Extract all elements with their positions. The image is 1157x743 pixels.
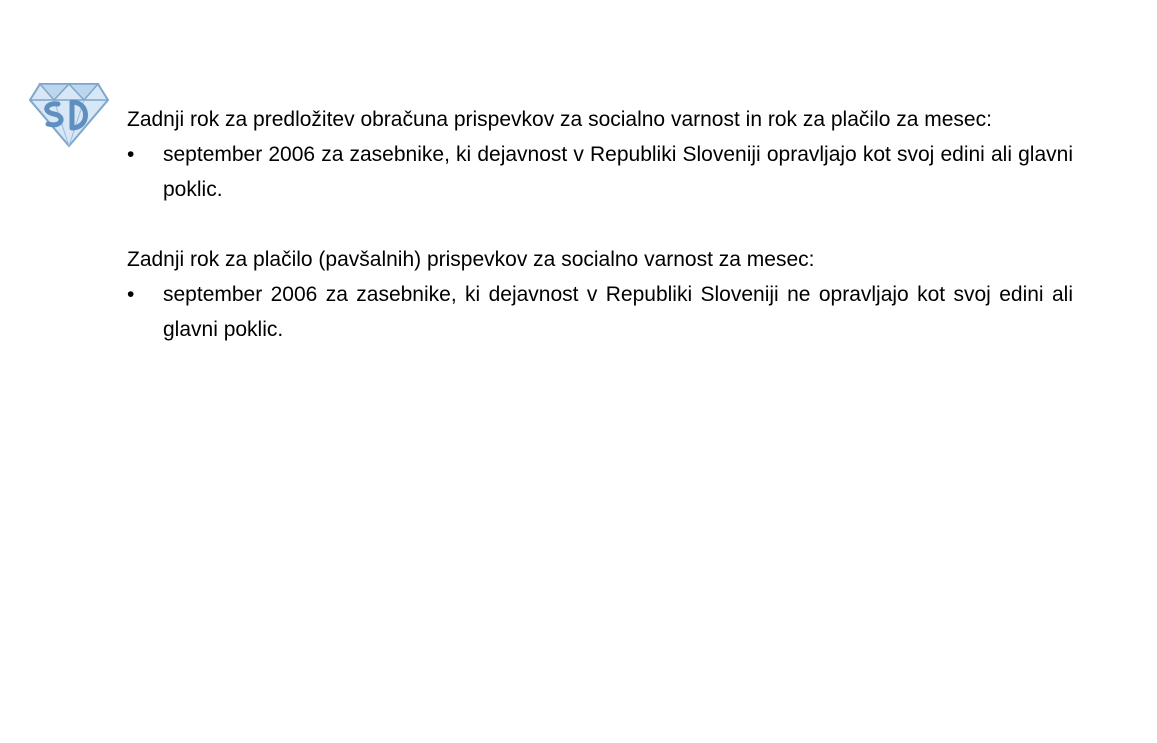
paragraph-spacer xyxy=(127,207,1073,242)
document-body xyxy=(127,102,1073,347)
section-1-bullet-text: september 2006 za zasebnike, ki dejavnost v Republiki Sloveniji opravljajo kot svoj edini ali glavni poklic. xyxy=(163,143,1073,201)
section-2-bullet-text: september 2006 za zasebnike, ki dejavnost v Republiki Sloveniji ne opravljajo kot svoj edini ali glavni poklic. xyxy=(163,283,1073,341)
section-1-heading: Zadnji rok za predložitev obračuna prispevkov za socialno varnost in rok za plačilo za mesec: xyxy=(127,108,992,131)
list-item xyxy=(127,137,1073,207)
section-2-heading: Zadnji rok za plačilo (pavšalnih) prispevkov za socialno varnost za mesec: xyxy=(127,248,815,271)
list-item xyxy=(127,277,1073,347)
section-1-list xyxy=(127,137,1073,207)
bullet-icon: • xyxy=(127,283,135,306)
section-2-list xyxy=(127,277,1073,347)
sd-diamond-logo-icon xyxy=(28,78,110,148)
bullet-icon: • xyxy=(127,143,135,166)
